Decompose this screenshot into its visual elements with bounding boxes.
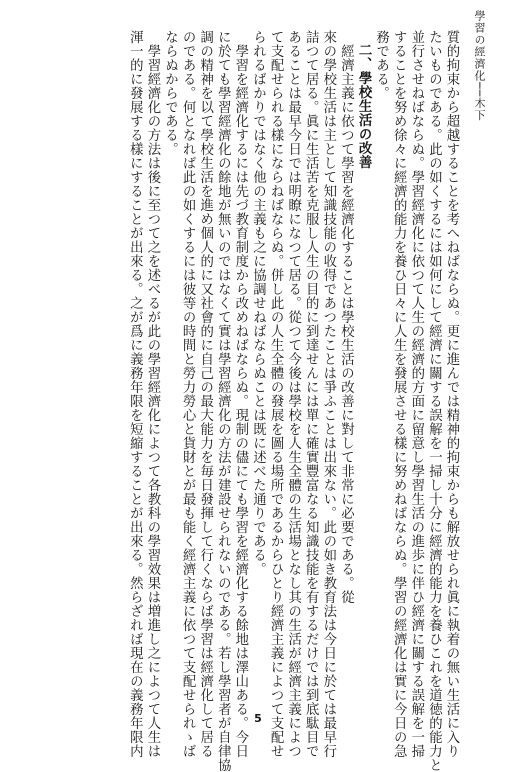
text-line: に於ても學習經濟化の餘地が無いのではなくて實は學習經濟化の方法が建設せられないのである。若し學習者が自律協 [215,30,231,772]
text-line: 並行させねばならぬ。學習經濟化に依つて人生の經濟的方面に留意し學習生活の進歩に伴ひ經濟に關する誤解を一掃 [408,30,424,758]
page-number: 5 [254,712,262,725]
text-line: 經濟主義に依つて學習を經濟化することは學校生活の改善に對して非常に必要である。從 [338,44,354,604]
text-line: ならぬからである。 [162,30,178,156]
text-line: て支配せられる樣にならねばならぬ。併し此の人生全體の發展を圖る場所であるからひとり經濟主義によつて支配せ [268,30,284,758]
text-line: 學習を經濟化するには先づ教育制度から改めねばならぬ。現制の儘にても學習を經濟化する餘地は澤山ある。今日 [232,44,248,758]
text-line: 來の學校生活は主として知識技能の收得であつたことは爭ふことは出來ない。此の如き教育法は今日に於ては最早行 [320,30,336,758]
text-line: 務である。 [373,30,389,100]
text-line: 學習經濟化の方法は後に至つて之を述べるが此の學習經濟化によつて各教科の學習效果は増進し之によつて人生は [144,44,160,758]
running-header: 學習の經濟化──木下 [473,10,486,122]
text-line: 詰つて居る。眞に生活苦を克服し人生の目的に到達せんには單に確實豐富なる知識技能を有するだけでは到底駄目で [303,30,319,758]
text-line: たいものである。此の如くするには如何にして經濟に關する誤解を一掃し十分に經濟的能力を養ひこれを道徳的能力と [426,30,442,772]
text-line: あることは最早今日では明瞭になつて居る。從つて今後は學校を人生全體の生活場となし其の生活が經濟主義によつ [285,30,301,758]
text-line: することを努め徐々に經濟的能力を養ひ日々に人生を發展させる樣に努めねばならぬ。學習の經濟化は實に今日の急 [391,30,407,758]
text-line: 渾一的に發展する樣にすることが出來る。之が爲に義務年限を短縮することが出來る。然らざれば現在の義務年限内 [127,30,143,758]
text-line: 調の精神を以て學校生活を進め個人的に又社會的に自己の最大能力を毎日發揮して行くならば學習は經濟化して居る [197,30,213,758]
text-line: 質的拘束から超越することを考へねばならぬ。更に進んでは精神的拘束からも解放せられ眞に執着の無い生活に入り [444,30,459,758]
text-line: られるばかりではなく他の主義も之に協調せねばならぬことは既に述べた通りである。 [250,30,266,576]
body-text [30,30,460,772]
section-heading: 二、學校生活の改善 [356,43,373,169]
text-line: のである。何となれば此の如くするには彼等の時間と勞力勞心と貨財とが最も能く經濟主義に依つて支配せられゝば [180,30,196,758]
